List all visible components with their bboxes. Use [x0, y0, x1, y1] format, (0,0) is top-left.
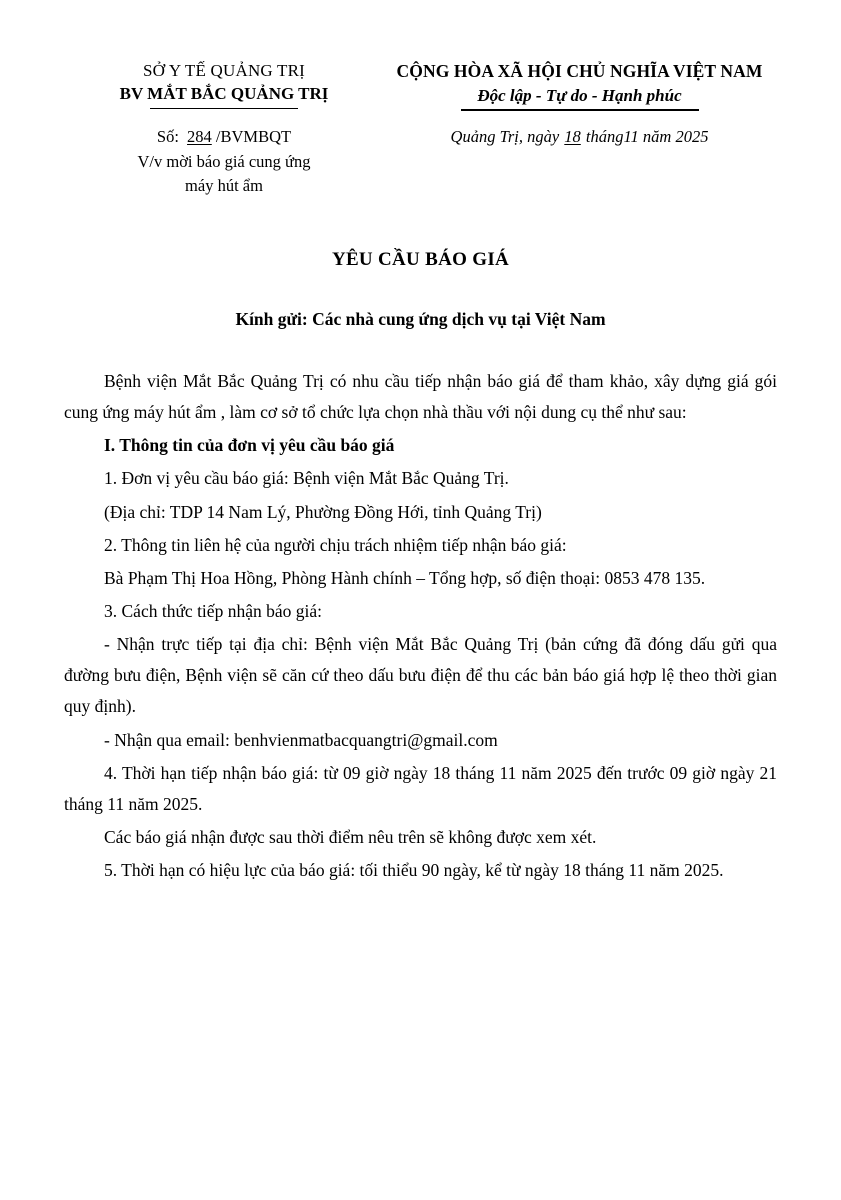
item-5-validity: 5. Thời hạn có hiệu lực của báo giá: tối thiểu 90 ngày, kể từ ngày 18 tháng 11 năm 2025. [104, 860, 724, 881]
item-2-contact: Bà Phạm Thị Hoa Hồng, Phòng Hành chính – Tổng hợp, số điện thoại: 0853 478 135. [104, 567, 706, 588]
item-4-deadline: 4. Thời hạn tiếp nhận báo giá: từ 09 giờ ngày 18 tháng 11 năm 2025 đến trước 09 giờ ngày 21 tháng 11 năm 2025. [64, 762, 777, 814]
document-body [64, 366, 777, 886]
recipient-line: Kính gửi: Các nhà cung ứng dịch vụ tại Việt Nam [235, 309, 606, 330]
document-number-suffix: /BVMBQT [215, 126, 292, 146]
document-subheader [64, 125, 777, 199]
document-number-row [74, 125, 374, 150]
document-number-value: 284 [187, 126, 212, 146]
page-title: YÊU CẦU BÁO GIÁ [331, 249, 510, 271]
department-name: SỞ Y TẾ QUẢNG TRỊ [142, 61, 306, 80]
item-3-direct-submission: - Nhận trực tiếp tại địa chỉ: Bệnh viện Mắt Bắc Quảng Trị (bản cứng đã đóng dấu gửi qua đường bưu điện, Bệnh viện sẽ căn cứ theo dấu bưu điện để thu các bản báo giá hợp lệ theo thời gian quy định). [64, 634, 777, 717]
document-number-block [64, 125, 374, 199]
national-motto-underline [461, 109, 699, 110]
place-and-date [374, 125, 777, 199]
document-number-label: Số: [156, 126, 179, 146]
date-month-year: tháng11 năm 2025 [585, 126, 709, 146]
national-heading [374, 60, 777, 111]
hospital-name-underline [150, 108, 298, 109]
item-1: 1. Đơn vị yêu cầu báo giá: Bệnh viện Mắt Bắc Quảng Trị. [104, 468, 509, 489]
subject-line-1: V/v mời báo giá cung ứng [137, 151, 311, 171]
item-4-note: Các báo giá nhận được sau thời điểm nêu trên sẽ không được xem xét. [104, 827, 597, 848]
country-name: CỘNG HÒA XÃ HỘI CHỦ NGHĨA VIỆT NAM [396, 61, 763, 81]
document-header [64, 60, 777, 111]
hospital-name [120, 83, 329, 109]
intro-paragraph: Bệnh viện Mắt Bắc Quảng Trị có nhu cầu tiếp nhận báo giá để tham khảo, xây dựng giá gói cung ứng máy hút ẩm , làm cơ sở tổ chức lựa chọn nhà thầu với nội dung cụ thể như sau: [64, 371, 777, 423]
date-day: 18 [564, 126, 581, 146]
item-1-address: (Địa chỉ: TDP 14 Nam Lý, Phường Đồng Hới, tỉnh Quảng Trị) [104, 501, 542, 522]
subject-line-2: máy hút ẩm [185, 176, 263, 196]
issuing-organization [64, 60, 374, 109]
item-3: 3. Cách thức tiếp nhận báo giá: [104, 601, 322, 622]
item-2: 2. Thông tin liên hệ của người chịu trách nhiệm tiếp nhận báo giá: [104, 534, 567, 555]
national-motto [461, 84, 699, 111]
date-prefix: Quảng Trị, ngày [450, 126, 560, 146]
section-1-heading: I. Thông tin của đơn vị yêu cầu báo giá [104, 435, 395, 456]
item-3-email-submission: - Nhận qua email: benhvienmatbacquangtri@gmail.com [104, 729, 498, 750]
hospital-name-text: BV MẮT BẮC QUẢNG TRỊ [119, 83, 329, 103]
national-motto-text: Độc lập - Tự do - Hạnh phúc [477, 85, 682, 105]
